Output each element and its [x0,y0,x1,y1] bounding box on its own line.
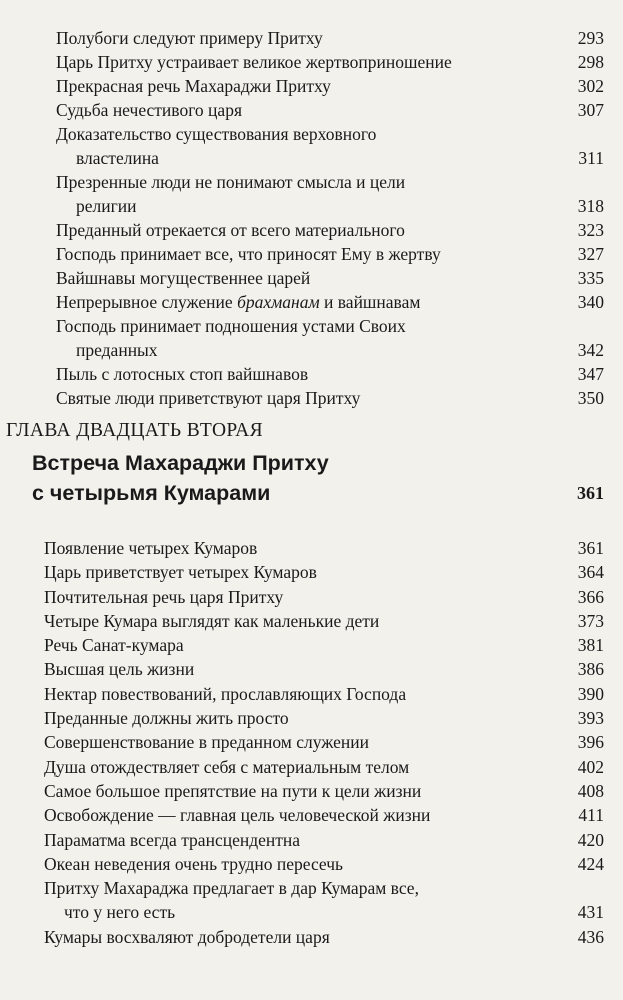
toc-entry [56,266,604,290]
toc-entry [56,314,604,362]
chapter-label: ГЛАВА ДВАДЦАТЬ ВТОРАЯ [6,420,264,441]
entry-title: Господь принимает все, что приносят Ему в жертву [56,244,441,264]
toc-entry [44,585,604,609]
toc-entry [44,609,604,633]
entry-page: 350 [577,388,604,408]
toc-entry [44,706,604,730]
entry-page: 402 [577,756,604,777]
entry-title-line1: Презренные люди не понимают смысла и цели [56,172,406,192]
toc-entry [44,560,604,584]
toc-entry [56,50,604,74]
entry-page: 366 [577,586,604,607]
entry-title [56,290,556,314]
entry-title-part: Непрерывное служение [56,292,238,312]
toc-entry [56,218,604,242]
entry-page: 364 [577,562,604,583]
entry-page: 431 [577,902,604,923]
toc-entry [56,74,604,98]
entry-page: 436 [577,926,604,947]
entry-title-italic: брахманам [237,292,320,312]
toc-entry [44,852,604,876]
entry-page: 318 [577,196,604,216]
entry-page: 411 [578,805,604,826]
toc-entry [44,925,604,949]
entry-title: Святые люди приветствуют царя Притху [56,388,361,408]
entry-page: 408 [577,780,604,801]
entry-title-line2: властелина [76,148,159,168]
toc-entry [56,290,604,314]
entry-page: 396 [577,732,604,753]
entry-page: 342 [577,340,604,360]
toc-entry [44,828,604,852]
toc-entry [44,755,604,779]
entry-page: 420 [577,829,604,850]
toc-entry [44,657,604,681]
entry-title-line1: Притху Махараджа предлагает в дар Кумарам все, [44,878,419,899]
entry-title-line2: религии [76,196,137,216]
entry-title: Преданный отрекается от всего материального [56,220,405,240]
entry-title: Речь Санат-кумара [44,635,184,656]
toc-entry [44,730,604,754]
chapter-title-row [32,478,604,508]
entry-title [56,170,556,218]
toc-entry [56,170,604,218]
toc-section-bottom [44,536,604,949]
entry-page: 361 [577,538,604,558]
entry-title: Вайшнавы могущественнее царей [56,268,311,288]
entry-title: Прекрасная речь Махараджи Притху [56,76,331,96]
toc-entry [56,386,604,410]
toc-entry [56,362,604,386]
entry-title-line1: Господь принимает подношения устами Своих [56,316,406,336]
entry-title: Четыре Кумара выглядят как маленькие дети [44,610,380,631]
entry-page: 347 [577,364,604,384]
entry-page: 393 [577,708,604,729]
entry-title [56,314,556,362]
toc-entry [56,122,604,170]
entry-page: 302 [577,76,604,96]
toc-entry [44,536,604,560]
entry-page: 386 [577,659,604,680]
entry-title: Пыль с лотосных стоп вайшнавов [56,364,309,384]
entry-page: 307 [577,100,604,120]
entry-title: Параматма всегда трансцендентна [44,829,301,850]
entry-page: 323 [577,220,604,240]
entry-title: Преданные должны жить просто [44,708,289,729]
entry-title: Почтительная речь царя Притху [44,586,284,607]
entry-title: Душа отождествляет себя с материальным телом [44,756,410,777]
entry-title: Нектар повествований, прославляющих Господа [44,683,407,704]
toc-entry [56,26,604,50]
chapter-title-line1: Встреча Махараджи Притху [32,451,329,475]
entry-title-line2: что у него есть [64,902,176,923]
entry-title [56,122,556,170]
entry-title: Полубоги следуют примеру Притху [56,28,323,48]
chapter-page: 361 [577,483,604,503]
entry-title: Самое большое препятствие на пути к цели жизни [44,780,422,801]
entry-title: Океан неведения очень трудно пересечь [44,853,344,874]
entry-page: 311 [578,148,604,168]
entry-title: Появление четырех Кумаров [44,538,258,558]
toc-entry [44,633,604,657]
entry-title-line2: преданных [76,340,158,360]
entry-title: Судьба нечестивого царя [56,100,242,120]
toc-entry [44,682,604,706]
entry-page: 340 [577,292,604,312]
entry-title: Высшая цель жизни [44,659,195,680]
toc-entry [44,876,604,925]
entry-page: 298 [577,52,604,72]
toc-entry [44,803,604,827]
toc-entry [56,242,604,266]
entry-page: 390 [577,683,604,704]
entry-title: Кумары восхваляют добродетели царя [44,926,330,947]
entry-page: 327 [577,244,604,264]
entry-title [44,876,556,925]
chapter-title-row [32,448,604,478]
toc-section-top [56,26,604,410]
entry-title-line1: Доказательство существования верховного [56,124,377,144]
chapter-title [32,448,604,508]
entry-title: Совершенствование в преданном служении [44,732,369,753]
entry-page: 373 [577,610,604,631]
entry-page: 381 [577,635,604,656]
toc-entry [44,779,604,803]
toc-entry [56,98,604,122]
entry-title: Царь Притху устраивает великое жертвоприношение [56,52,452,72]
entry-page: 335 [577,268,604,288]
entry-title: Освобождение — главная цель человеческой жизни [44,805,431,826]
entry-title-part: и вайшнавам [319,292,421,312]
entry-page: 293 [577,28,604,48]
entry-title: Царь приветствует четырех Кумаров [44,562,317,583]
chapter-title-line2: с четырьмя Кумарами [32,481,271,505]
entry-page: 424 [577,853,604,874]
